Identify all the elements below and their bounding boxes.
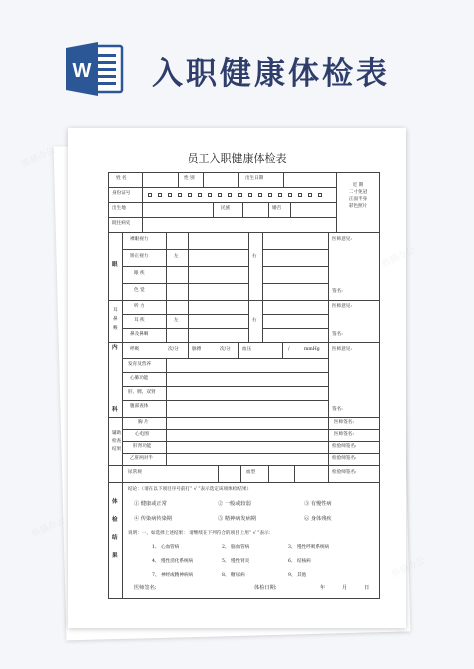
id-digit-box[interactable] <box>288 193 292 197</box>
result-note: 说明：一、如选择上述结果： 请继续在下列符合的项目上用“ √ ”表示： <box>128 531 274 536</box>
result-section-1: 体 <box>112 499 118 505</box>
result-option-1[interactable]: ① 健康或正常 <box>134 501 167 507</box>
word-icon <box>64 40 128 98</box>
bp-separator: / <box>288 347 290 352</box>
blood-type-label: 血型 <box>246 470 256 475</box>
id-number-label: 身份证号 <box>112 191 131 196</box>
disease-option-7[interactable]: 7、 神经或精神病病 <box>152 573 194 578</box>
id-digit-box[interactable] <box>158 193 162 197</box>
right-eye-label: 右 <box>252 254 257 259</box>
banner <box>0 0 474 118</box>
ent-signature: 签名: <box>332 332 343 337</box>
hearing-label: 听 力 <box>134 304 145 309</box>
id-digit-box[interactable] <box>278 193 282 197</box>
naked-vision-label: 裸眼视力 <box>130 237 149 242</box>
result-option-4[interactable]: ④ 传染病传染期 <box>134 516 172 522</box>
conclusion-instruction: 结论：（请在以下项目序号前打“ √ ”表示选定该项体检结果） <box>128 487 252 492</box>
footer-exam-date: 体检日期: <box>254 585 277 591</box>
internal-doctor-opinion: 医师意见: <box>332 347 352 352</box>
disease-option-6[interactable]: 6、 结核病 <box>288 559 311 564</box>
pulse-label: 脉搏 <box>192 347 202 352</box>
marital-status-label: 婚否 <box>272 206 282 211</box>
respiration-unit: 次/分 <box>168 347 179 352</box>
footer-day: 日 <box>364 585 370 591</box>
id-digit-box[interactable] <box>218 193 222 197</box>
id-digit-box[interactable] <box>238 193 242 197</box>
ecg-label: 心电图 <box>135 432 149 437</box>
disease-option-2[interactable]: 2、 脑血管病 <box>222 545 250 550</box>
id-digit-box[interactable] <box>268 193 272 197</box>
ecg-doctor-sign: 医师签名: <box>334 432 354 437</box>
ent-right-label: 右 <box>252 318 257 323</box>
id-digit-box[interactable] <box>258 193 262 197</box>
id-digit-box[interactable] <box>208 193 212 197</box>
medical-history-label: 既往病史 <box>112 221 131 226</box>
disease-option-8[interactable]: 8、 糖尿病 <box>222 573 245 578</box>
ear-disease-label: 耳 疾 <box>134 318 145 323</box>
disease-option-4[interactable]: 4、 慢性消化系统病 <box>152 559 194 564</box>
chest-xray-label: 胸 片 <box>138 420 149 425</box>
pulse-unit: 次/分 <box>220 347 231 352</box>
id-digit-box[interactable] <box>228 193 232 197</box>
ethnicity-label: 民族 <box>221 206 231 211</box>
result-section-4: 果 <box>112 553 118 559</box>
left-eye-label: 左 <box>174 254 179 259</box>
result-section-3: 结 <box>112 535 118 541</box>
ent-section-throat: 喉 <box>113 326 118 331</box>
photo-placeholder: 近 期 二寸免冠 正面半身 彩色照片 <box>348 183 368 209</box>
disease-option-1[interactable]: 1、 心血管病 <box>152 545 180 550</box>
birthplace-label: 出生地 <box>112 206 126 211</box>
ent-left-label: 左 <box>174 318 179 323</box>
id-digit-box[interactable] <box>198 193 202 197</box>
nasopharynx-label: 鼻及鼻咽 <box>130 332 149 337</box>
result-section-2: 检 <box>112 517 118 523</box>
ent-section-nose: 鼻 <box>113 317 118 322</box>
id-digit-box[interactable] <box>308 193 312 197</box>
result-option-5[interactable]: ⑤ 精神病发病期 <box>218 516 256 522</box>
corrected-vision-label: 矫正视力 <box>130 254 149 259</box>
eye-signature: 签名: <box>332 289 343 294</box>
internal-section-top: 内 <box>112 345 118 351</box>
footer-year: 年 <box>320 585 326 591</box>
watermark: 熊猫办公 <box>20 145 58 171</box>
respiration-label: 呼吸 <box>130 347 140 352</box>
ent-doctor-opinion: 医师意见: <box>332 304 352 309</box>
birth-date-label: 出生日期 <box>245 176 264 181</box>
liver-inspector-sign: 检验师签名: <box>332 444 357 449</box>
footer-doctor-sign: 医师签名: <box>134 585 157 591</box>
watermark: 熊猫办公 <box>30 515 68 541</box>
blood-pressure-label: 血压 <box>242 347 252 352</box>
heart-lung-label: 心肺功能 <box>130 376 149 381</box>
eye-doctor-opinion: 医师意见: <box>332 237 352 242</box>
aux-section-3: 结果 <box>112 447 122 452</box>
id-digit-box[interactable] <box>178 193 182 197</box>
result-option-6[interactable]: ⑥ 身体残疾 <box>304 516 332 522</box>
ent-section-ear: 耳 <box>113 308 118 313</box>
page-title: 入职健康体检表 <box>152 56 390 92</box>
disease-option-9[interactable]: 9、 其他 <box>288 573 307 578</box>
xray-doctor-sign: 医师签名: <box>334 420 354 425</box>
liver-spleen-kidney-label: 肝、脾、双肾 <box>128 390 156 395</box>
gender-label: 性 别 <box>184 176 195 181</box>
hepatitis-inspector-sign: 检验师签名: <box>332 456 357 461</box>
internal-signature: 签名: <box>332 407 343 412</box>
liver-kidney-function-label: 肝肾功能 <box>133 444 152 449</box>
id-digit-box[interactable] <box>168 193 172 197</box>
color-vision-label: 色 觉 <box>134 288 145 293</box>
aux-section-1: 辅助 <box>112 431 122 436</box>
disease-option-3[interactable]: 3、 慢性呼吸系统病 <box>288 545 330 550</box>
urine-label: 尿常规 <box>128 470 142 475</box>
document-title: 员工入职健康体检表 <box>187 152 287 165</box>
result-option-2[interactable]: ② 一般或较弱 <box>218 501 251 507</box>
id-digit-box[interactable] <box>148 193 152 197</box>
footer-month: 月 <box>342 585 348 591</box>
document-page <box>68 128 406 628</box>
result-option-3[interactable]: ③ 有慢性病 <box>304 501 332 507</box>
eye-section-label: 眼 <box>112 262 118 268</box>
id-digit-box[interactable] <box>188 193 192 197</box>
hepatitis-b-label: 乙肝两对半 <box>130 456 153 461</box>
internal-section-bottom: 科 <box>112 407 118 413</box>
aux-section-2: 检查 <box>112 439 122 444</box>
svg-text:W: W <box>72 60 92 82</box>
health-form-table <box>108 172 380 599</box>
bp-unit: mmHg <box>304 347 320 352</box>
eye-disease-label: 眼 疾 <box>134 271 145 276</box>
id-digit-box[interactable] <box>248 193 252 197</box>
abdomen-label: 腹部查体 <box>130 404 149 409</box>
name-label: 姓 名 <box>116 176 127 181</box>
id-digit-box[interactable] <box>298 193 302 197</box>
nutrition-label: 发育及营养 <box>128 362 151 367</box>
id-digit-box[interactable] <box>318 193 322 197</box>
urine-inspector-sign: 检验师签名: <box>332 470 357 475</box>
disease-option-5[interactable]: 5、 慢性肾炎 <box>222 559 250 564</box>
